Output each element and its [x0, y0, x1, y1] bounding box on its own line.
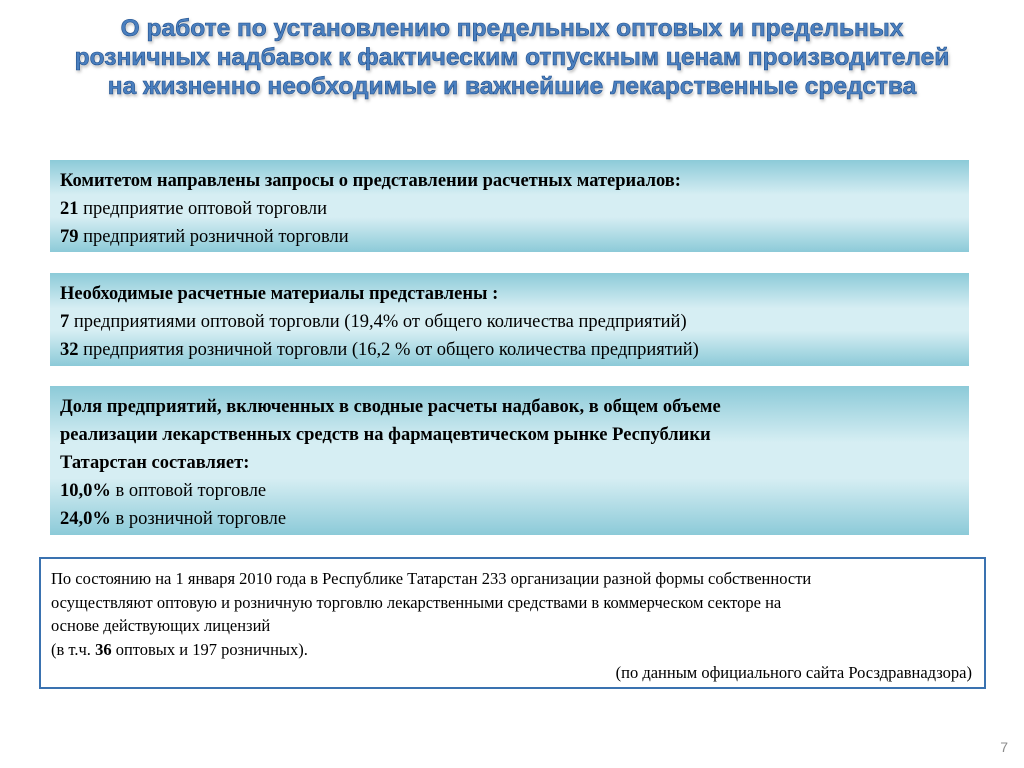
requests-retail-count: 79	[60, 227, 79, 247]
requests-wholesale-text: предприятие оптовой торговли	[78, 199, 328, 219]
submitted-row-retail	[60, 336, 959, 364]
page-number: 7	[1000, 739, 1008, 755]
submitted-retail-text: предприятия розничной торговли (16,2 % от общего количества предприятий)	[78, 340, 699, 360]
submitted-wholesale-count: 7	[60, 312, 70, 332]
submitted-heading: Необходимые расчетные материалы представлены :	[60, 284, 499, 304]
info-line-2: осуществляют оптовую и розничную торговлю лекарственными средствами в коммерческом секторе на	[51, 592, 782, 612]
share-heading-line-1: Доля предприятий, включенных в сводные расчеты надбавок, в общем объеме	[60, 397, 721, 417]
share-row-retail	[60, 505, 959, 533]
share-wholesale-value: 10,0%	[60, 481, 111, 501]
submitted-panel	[50, 273, 969, 366]
share-retail-value: 24,0%	[60, 509, 111, 529]
share-row-wholesale	[60, 477, 959, 505]
info-line-3: основе действующих лицензий	[51, 616, 271, 635]
info-line-4-prefix: (в т.ч.	[51, 639, 96, 659]
title-line-3: на жизненно необходимые и важнейшие лекарственные средства	[107, 73, 917, 100]
requests-wholesale-count: 21	[60, 199, 79, 219]
info-wholesale-count: 36	[95, 639, 112, 659]
info-line-1: По состоянию на 1 января 2010 года в Республике Татарстан 233 организации разной формы собственности	[51, 569, 812, 588]
info-line-4	[51, 638, 972, 662]
share-wholesale-text: в оптовой торговле	[110, 481, 267, 501]
info-box	[39, 557, 986, 689]
submitted-retail-count: 32	[60, 340, 79, 360]
share-retail-text: в розничной торговле	[110, 509, 287, 529]
slide-title	[20, 14, 1004, 101]
requests-panel	[50, 160, 969, 252]
requests-heading: Комитетом направлены запросы о представлении расчетных материалов:	[60, 171, 681, 191]
requests-retail-text: предприятий розничной торговли	[78, 227, 349, 247]
info-source: (по данным официального сайта Росздравнадзора)	[615, 663, 972, 682]
title-line-1: О работе по установлению предельных оптовых и предельных	[120, 15, 904, 42]
share-heading-line-2: реализации лекарственных средств на фармацевтическом рынке Республики	[60, 425, 711, 445]
title-line-2: розничных надбавок к фактическим отпускным ценам производителей	[74, 44, 950, 71]
requests-row-retail	[60, 223, 959, 251]
submitted-wholesale-text: предприятиями оптовой торговли (19,4% от общего количества предприятий)	[69, 312, 687, 332]
requests-row-wholesale	[60, 195, 959, 223]
submitted-row-wholesale	[60, 308, 959, 336]
info-line-4-suffix: оптовых и 197 розничных).	[111, 639, 308, 659]
share-heading-line-3: Татарстан составляет:	[60, 453, 250, 473]
share-panel	[50, 386, 969, 535]
